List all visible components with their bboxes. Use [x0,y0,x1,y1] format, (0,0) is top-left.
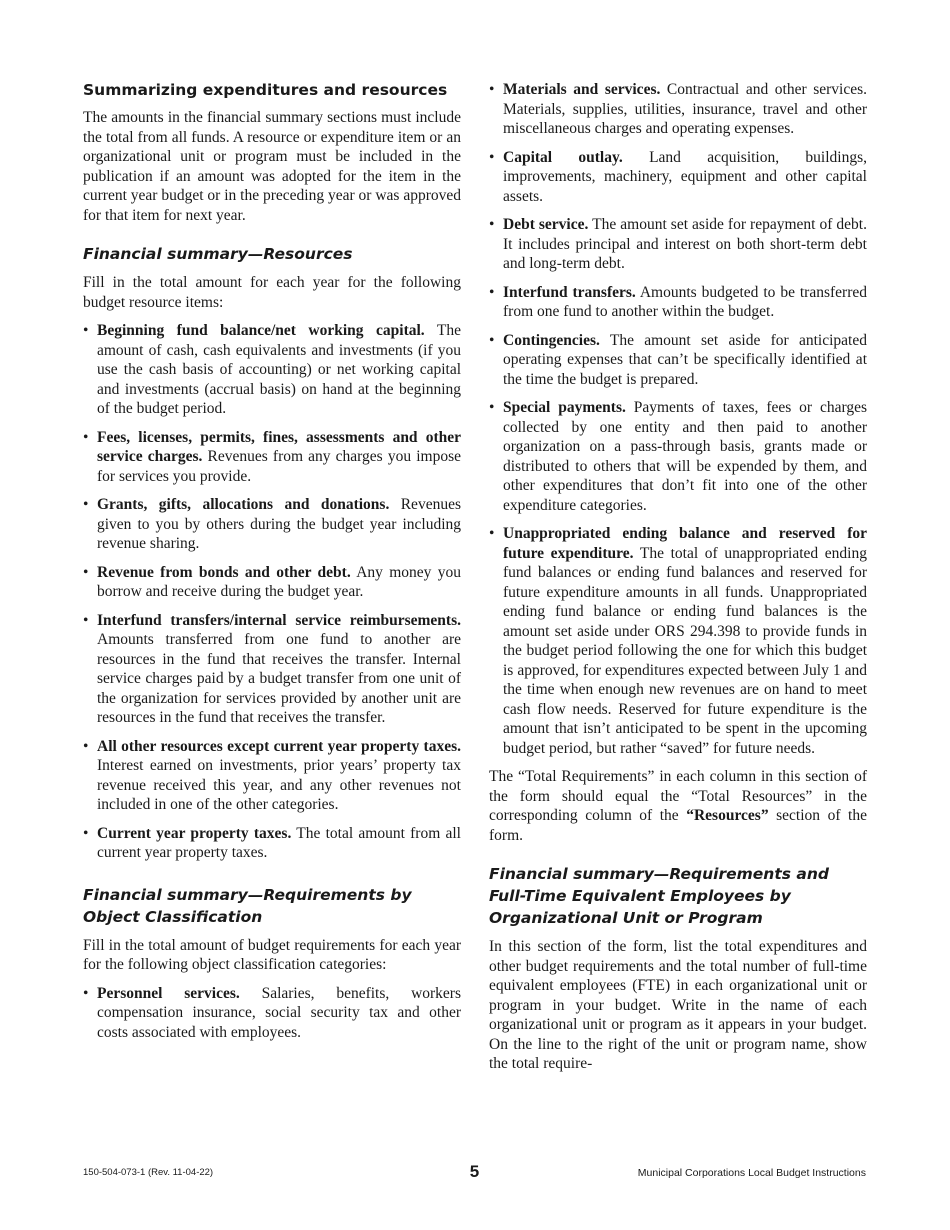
bullet-icon: • [489,216,495,233]
list-item [83,611,461,728]
total-paragraph-bold: “Resources” [686,807,769,824]
page-footer [83,1164,866,1182]
list-item [489,215,867,274]
bullet-icon: • [83,611,89,629]
list-item-term: Fees, licenses, permits, fines, assessments and other service charges. [97,428,461,465]
list-item-term: All other resources except current year property taxes. [97,737,461,755]
list-item [489,283,867,322]
list-item [489,524,867,758]
list-item-text: Payments of taxes, fees or charges collected by one entity and then paid to another organization on a pass-through basis, grants made or distributed to others that will be expended by them, and other expenditures that don’t fit into one of the other expenditure categories. [503,399,868,514]
list-item-term: Beginning fund balance/net working capital. [97,322,425,339]
list-item [489,331,867,390]
section-heading-summarizing: Summarizing expenditures and resources [83,81,448,99]
list-item-term: Debt service. [503,216,589,233]
list-item-text: Revenues given to you by others during the budget year including revenue sharing. [97,496,461,552]
list-item-text: Salaries, benefits, workers compensation insurance, social security tax and other costs associated with employees. [97,984,462,1041]
list-item [83,428,461,487]
list-item-term: Interfund transfers/internal service reimbursements. [97,611,461,629]
left-column [83,80,461,1051]
list-item-term: Interfund transfers. [503,283,636,301]
list-item-term: Capital outlay. [503,148,623,166]
section-heading-fte: Financial summary—Requirements and Full-Time Equivalent Employees by Organizational Unit or Program [489,865,829,927]
list-item-text: The amount set aside for anticipated operating expenses that can’t be specifically identified at the time the budget is prepared. [503,331,867,388]
list-item-term: Unappropriated ending balance and reserved for future expenditure. [503,525,867,562]
bullet-icon: • [83,737,89,755]
list-item [83,495,461,554]
list-item [83,737,461,815]
section-heading-requirements: Financial summary—Requirements by Object Classification [83,885,412,926]
intro-paragraph: The amounts in the financial summary sections must include the total from all funds. A resource or expenditure item or an organizational unit or program must be included in the publication if an amount was adopted for the item in the current year budget or in the preceding year or was approved for that item for next year. [83,109,461,224]
list-item-text: Any money you borrow and receive during the budget year. [97,563,461,600]
bullet-icon: • [489,283,495,301]
bullet-icon: • [489,331,495,349]
bullet-icon: • [83,984,89,1002]
document-title: Municipal Corporations Local Budget Instructions [637,1167,866,1179]
requirements-list-right [489,80,867,758]
list-item [83,824,461,863]
list-item-text: Interest earned on investments, prior years’ property tax revenue received this year, and any other revenues not included in one of the other categories. [97,757,461,813]
bullet-icon: • [489,81,495,98]
list-item [83,984,461,1043]
list-item-text: The amount of cash, cash equivalents and investments (if you use the cash basis of accounting) or net working capital and investments (accrual basis) on hand at the beginning of the budget period. [97,322,461,417]
requirements-intro: Fill in the total amount of budget requirements for each year for the following object classification categories: [83,936,461,973]
list-item-term: Personnel services. [97,984,240,1002]
list-item-text: Revenues from any charges you impose for services you provide. [97,448,461,485]
list-item-term: Grants, gifts, allocations and donations. [97,496,390,513]
bullet-icon: • [83,496,89,513]
bullet-icon: • [83,322,89,339]
list-item [489,148,867,207]
list-item-text: The amount set aside for repayment of debt. It includes principal and interest on both short-term debt and long-term debt. [503,216,867,272]
page-number: 5 [469,1162,480,1181]
list-item [489,80,867,139]
list-item [83,563,461,602]
bullet-icon: • [489,525,495,542]
total-paragraph-post: section of the form. [489,807,867,844]
right-column [489,80,867,1092]
list-item-text: The total of unappropriated ending fund balances or ending fund balances and reserved for future expenditure amounts in all funds. Unappropriated ending fund balance or ending fund balances is the amount set aside under ORS 294.398 to provide funds in the budget period following the one for which this budget is approved, for expenditures expected between July 1 and the time when enough new revenues are on hand to meet cash flow needs. Reserved for future expenditure is the amount that isn’t anticipated to be spent in the upcoming budget period, but rather “saved” for future needs. [503,544,867,757]
total-paragraph-pre: The “Total Requirements” in each column in this section of the form should equal the “Total Resources” in the corresponding column of the [489,768,867,824]
bullet-icon: • [489,148,495,166]
section-heading-resources: Financial summary—Resources [83,245,353,263]
list-item [83,321,461,419]
list-item [489,398,867,515]
form-code: 150-504-073-1 (Rev. 11-04-22) [83,1167,214,1178]
fte-paragraph: In this section of the form, list the total expenditures and other budget requirements and the total number of full-time equivalent employees (FTE) in each organizational unit or program in your budget. Write in the name of each organizational unit or program as it appears in your budget. On the line to the right of the unit or program name, show the total require- [489,938,867,1072]
bullet-icon: • [83,428,89,446]
resources-intro: Fill in the total amount for each year for the following budget resource items: [83,274,461,311]
list-item-text: The total amount from all current year property taxes. [97,824,461,861]
list-item-term: Contingencies. [503,331,600,349]
total-requirements-paragraph [489,767,867,845]
list-item-text: Contractual and other services. Materials, supplies, utilities, insurance, travel and other miscellaneous charges and operating expenses. [503,81,867,137]
list-item-text: Amounts transferred from one fund to another are resources in the fund that receives the transfer. Internal service charges paid by a budget transfer from one unit of the organization for services provided by another unit are resources in the fund that receives the transfer. [97,631,461,726]
bullet-icon: • [489,399,495,416]
resources-list [83,321,461,863]
list-item-term: Revenue from bonds and other debt. [97,563,351,581]
bullet-icon: • [83,563,89,581]
bullet-icon: • [83,824,89,842]
list-item-text: Land acquisition, buildings, improvements, machinery, equipment and other capital assets. [503,148,867,205]
requirements-list-left [83,984,461,1043]
list-item-term: Materials and services. [503,81,661,98]
list-item-term: Current year property taxes. [97,824,292,842]
list-item-term: Special payments. [503,399,626,416]
list-item-text: Amounts budgeted to be transferred from one fund to another within the budget. [503,283,868,320]
